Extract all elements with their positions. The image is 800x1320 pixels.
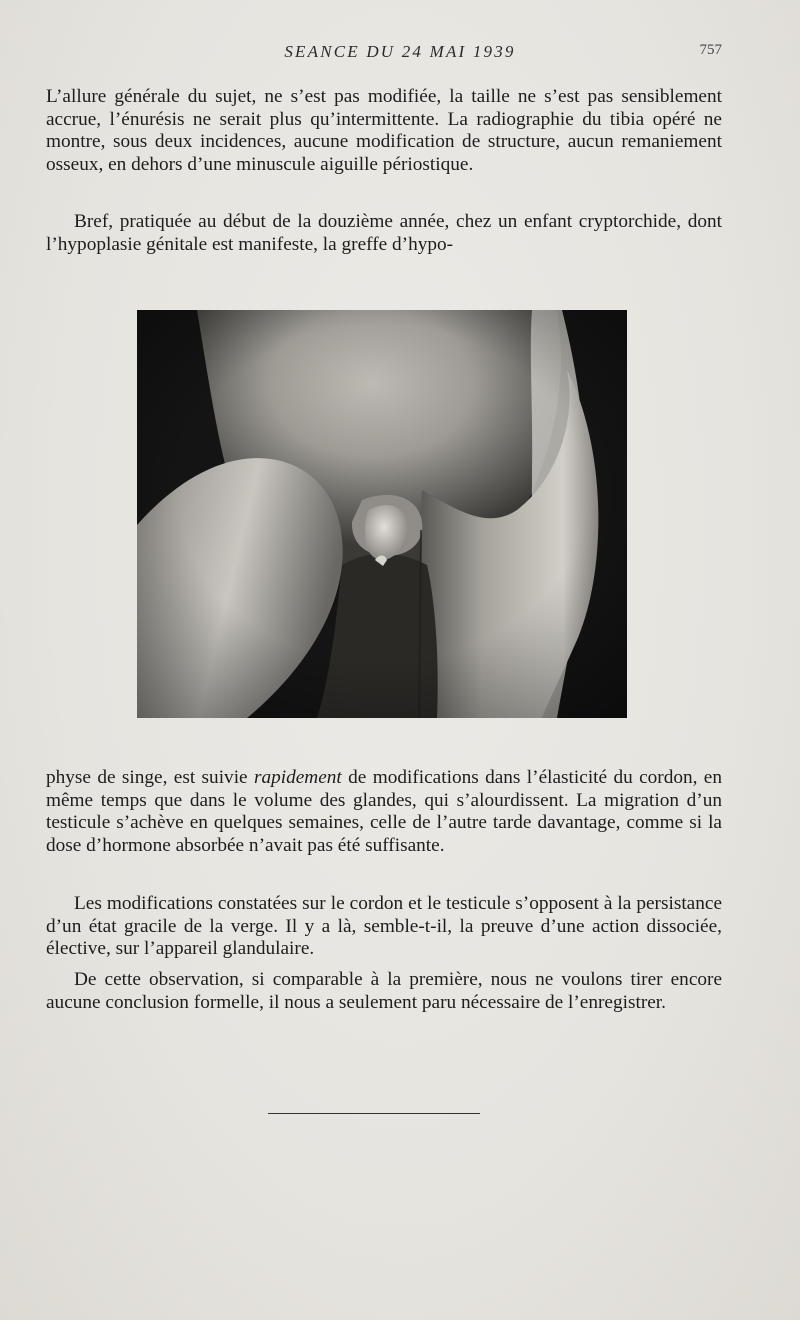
paragraph-2: Bref, pratiquée au début de la douzième année, chez un enfant cryptorchide, dont l’hypoplasie génitale est manifeste, la greffe d’hypo- — [46, 211, 722, 255]
end-rule — [268, 1113, 480, 1114]
paragraph-4: Les modifications constatées sur le cordon et le testicule s’opposent à la persistance d’un état gracile de la verge. Il y a là, semble-t-il, la preuve d’une action dissociée, élective, sur l’appareil glandulaire. — [46, 893, 722, 960]
photograph-image — [137, 310, 627, 718]
paragraph-3 — [46, 767, 722, 857]
paragraph-3-text-a: physe de singe, est suivie — [46, 767, 254, 788]
paragraph-3-emphasis: rapidement — [253, 767, 342, 788]
clinical-photograph — [137, 310, 627, 718]
paragraph-5: De cette observation, si comparable à la première, nous ne voulons tirer encore aucune conclusion formelle, il nous a seulement paru nécessaire de l’enregistrer. — [46, 969, 722, 1013]
running-head — [0, 42, 800, 66]
paragraph-3-text-b: de modifications dans l’élasticité du cordon, en même temps que dans le volume des glandes, qui s’alourdissent. La migration d’un testicule s’achève en quelques semaines, celle de l’autre tarde davantage, comme si la dose d’hormone absorbée n’avait pas été suffisante. — [46, 767, 723, 856]
running-title: SEANCE DU 24 MAI 1939 — [284, 42, 516, 61]
page-number: 757 — [699, 42, 722, 58]
paragraph-1: L’allure générale du sujet, ne s’est pas modifiée, la taille ne s’est pas sensiblement accrue, l’énurésis ne serait plus qu’intermittente. La radiographie du tibia opéré ne montre, sous deux incidences, aucune modification de structure, aucun remaniement osseux, en dehors d’une minuscule aiguille périostique. — [46, 86, 722, 175]
